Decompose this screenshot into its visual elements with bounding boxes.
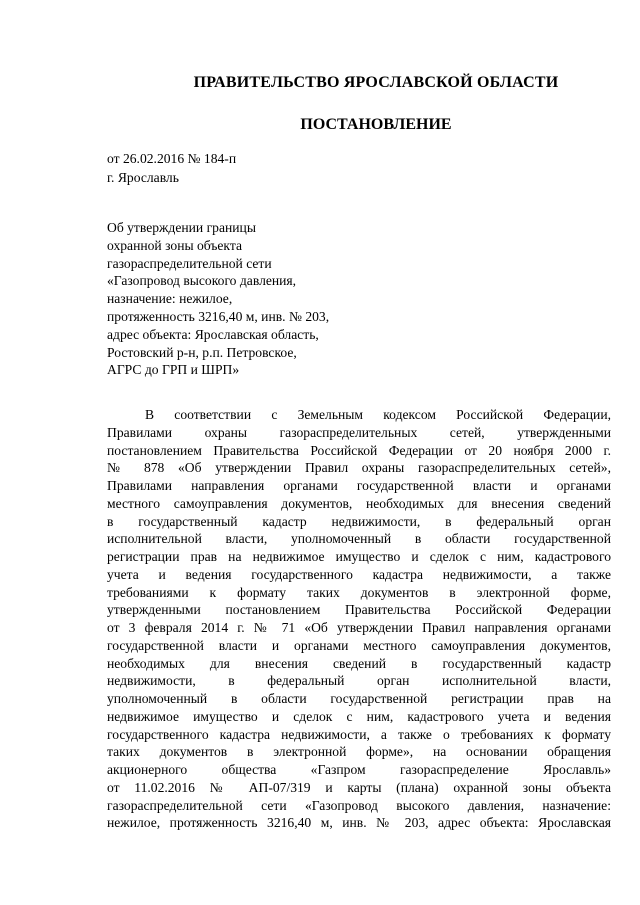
body-line: регистрации прав на недвижимое имущество и сделок с ним, кадастрового bbox=[107, 549, 611, 564]
place: г. Ярославль bbox=[107, 169, 179, 185]
subject-line: Ростовский р-н, р.п. Петровское, bbox=[107, 344, 297, 360]
authority-heading: ПРАВИТЕЛЬСТВО ЯРОСЛАВСКОЙ ОБЛАСТИ bbox=[193, 74, 559, 91]
subject-line: охранной зоны объекта bbox=[107, 237, 243, 253]
body-line: исполнительной власти, уполномоченный в области государственной bbox=[107, 531, 611, 547]
subject-line: Об утверждении границы bbox=[107, 220, 256, 235]
document-body bbox=[107, 406, 611, 832]
body-line: недвижимое имущество и сделок с ним, кадастрового учета и ведения bbox=[107, 708, 611, 724]
date-number: от 26.02.2016 № 184-п bbox=[107, 151, 237, 166]
body-line: государственного кадастра недвижимости, а также о требованиях к формату bbox=[107, 726, 611, 742]
body-line: необходимых для внесения сведений в государственный кадастр bbox=[107, 655, 611, 671]
body-line: учета и ведения государственного кадастра недвижимости, а также bbox=[107, 566, 611, 582]
body-line: № 878 «Об утверждении Правил охраны газораспределительных сетей», bbox=[107, 460, 611, 476]
subject-line: АГРС до ГРП и ШРП» bbox=[107, 362, 240, 378]
document-subject bbox=[107, 219, 329, 379]
subject-line: «Газопровод высокого давления, bbox=[107, 273, 297, 289]
document-meta bbox=[107, 150, 236, 187]
body-line: от 3 февраля 2014 г. № 71 «Об утверждении Правил направления органами bbox=[107, 620, 611, 635]
body-line: таких документов в электронной форме», на основании обращения bbox=[107, 744, 611, 760]
subject-line: назначение: нежилое, bbox=[107, 291, 233, 307]
body-line: уполномоченный в области государственной регистрации прав на bbox=[107, 691, 611, 706]
subject-line: протяженность 3216,40 м, инв. № 203, bbox=[107, 308, 330, 324]
body-line: от 11.02.2016 № АП-07/319 и карты (плана) охранной зоны объекта bbox=[107, 779, 611, 795]
subject-line: газораспределительной сети bbox=[107, 255, 272, 271]
body-line: нежилое, протяженность 3216,40 м, инв. № 203, адрес объекта: Ярославская bbox=[107, 815, 611, 831]
body-line: государственной власти и органами местного самоуправления документов, bbox=[107, 637, 611, 653]
body-line: газораспределительной сети «Газопровод высокого давления, назначение: bbox=[107, 797, 611, 813]
body-line: в государственный кадастр недвижимости, в федеральный орган bbox=[107, 513, 611, 529]
body-line: постановлением Правительства Российской Федерации от 20 ноября 2000 г. bbox=[107, 442, 611, 458]
body-line: В соответствии с Земельным кодексом Российской Федерации, bbox=[145, 407, 611, 422]
body-line: Правилами охраны газораспределительных сетей, утвержденными bbox=[107, 424, 611, 440]
body-line: Правилами направления органами государственной власти и органами bbox=[107, 478, 611, 493]
subject-line: адрес объекта: Ярославская область, bbox=[107, 326, 319, 342]
body-line: утвержденными постановлением Правительства Российской Федерации bbox=[107, 602, 611, 618]
body-line: требованиями к формату таких документов в электронной форме, bbox=[107, 584, 611, 600]
document-type-heading: ПОСТАНОВЛЕНИЕ bbox=[300, 116, 452, 133]
body-line: недвижимости, в федеральный орган исполнительной власти, bbox=[107, 673, 611, 689]
body-line: акционерного общества «Газпром газораспределение Ярославль» bbox=[107, 762, 611, 777]
body-line: местного самоуправления документов, необходимых для внесения сведений bbox=[107, 495, 611, 511]
